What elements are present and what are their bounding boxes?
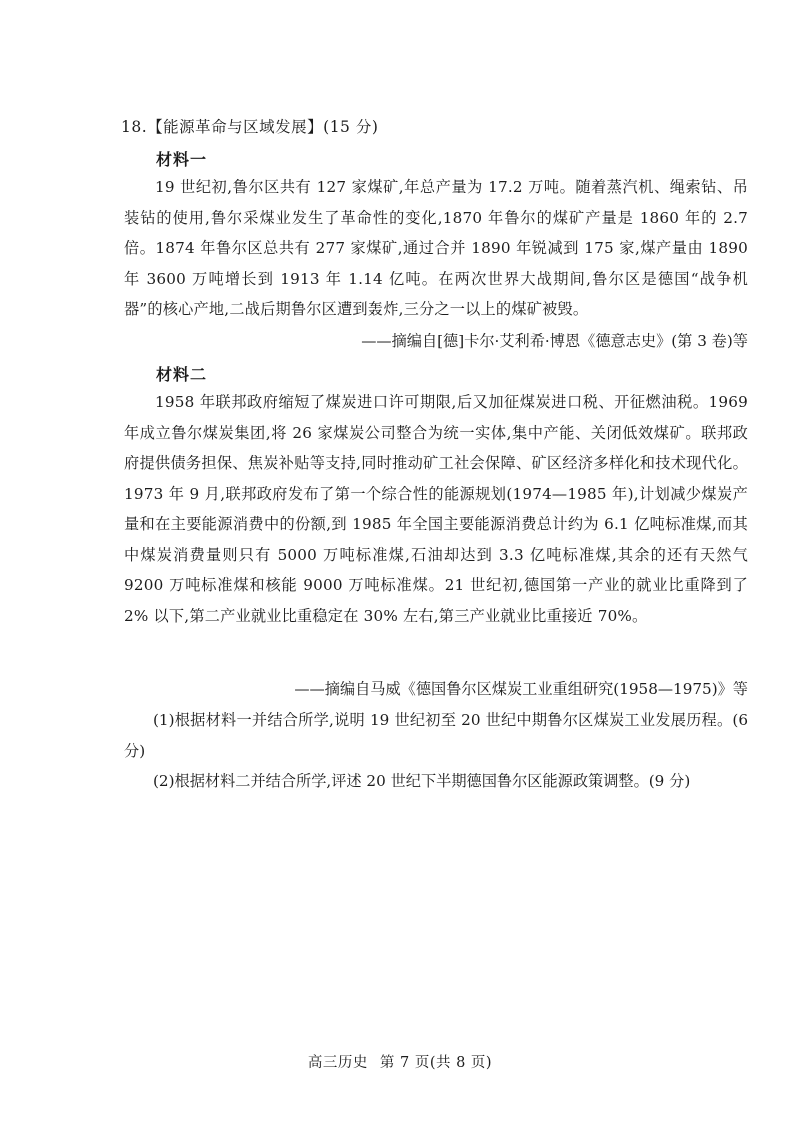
footer-subject: 高三历史 bbox=[307, 1055, 368, 1071]
material-two-source: ——摘编自马威《德国鲁尔区煤炭工业重组研究(1958—1975)》等 bbox=[294, 680, 748, 698]
footer-page-number: 第 7 页(共 8 页) bbox=[379, 1055, 493, 1071]
material-one-text: 19 世纪初,鲁尔区共有 127 家煤矿,年总产量为 17.2 万吨。随着蒸汽机、绳索钻、吊装钻的使用,鲁尔采煤业发生了革命性的变化,1870 年鲁尔的煤矿产量是 1860 年的 2.7 倍。1874 年鲁尔区总共有 277 家煤矿,通过合并 1890 年锐减到 175 家,煤产量由 1890 年 3600 万吨增长到 1913 年 1.14 亿吨。在两次世界大战期间,鲁尔区是德国“战争机器”的核心产地,二战后期鲁尔区遭到轰炸,三分之一以上的煤矿被毁。 bbox=[124, 178, 748, 318]
sub-question-2: (2)根据材料二并结合所学,评述 20 世纪下半期德国鲁尔区能源政策调整。(9 分) bbox=[153, 772, 691, 790]
material-two-label: 材料二 bbox=[156, 365, 208, 384]
material-one-source: ——摘编自[德]卡尔·艾利希·博恩《德意志史》(第 3 卷)等 bbox=[361, 332, 748, 350]
sub-question-1: (1)根据材料一并结合所学,说明 19 世纪初至 20 世纪中期鲁尔区煤炭工业发展历程。(6 分) bbox=[124, 711, 748, 760]
material-two-text: 1958 年联邦政府缩短了煤炭进口许可期限,后又加征煤炭进口税、开征燃油税。1969 年成立鲁尔煤炭集团,将 26 家煤炭公司整合为统一实体,集中产能、关闭低效煤矿。联邦政府提供债务担保、焦炭补贴等支持,同时推动矿工社会保障、矿区经济多样化和技术现代化。1973 年 9 月,联邦政府发布了第一个综合性的能源规划(1974—1985 年),计划减少煤炭产量和在主要能源消费中的份额,到 1985 年全国主要能源消费总计约为 6.1 亿吨标准煤,而其中煤炭消费量则只有 5000 万吨标准煤,石油却达到 3.3 亿吨标准煤,其余的还有天然气 9200 万吨标准煤和核能 9000 万吨标准煤。21 世纪初,德国第一产业的就业比重降到了 2% 以下,第二产业就业比重稳定在 30% 左右,第三产业就业比重接近 70%。 bbox=[124, 393, 748, 625]
page-footer bbox=[0, 1051, 800, 1072]
question-title: 18.【能源革命与区域发展】(15 分) bbox=[121, 118, 379, 136]
material-one-label: 材料一 bbox=[156, 150, 208, 169]
